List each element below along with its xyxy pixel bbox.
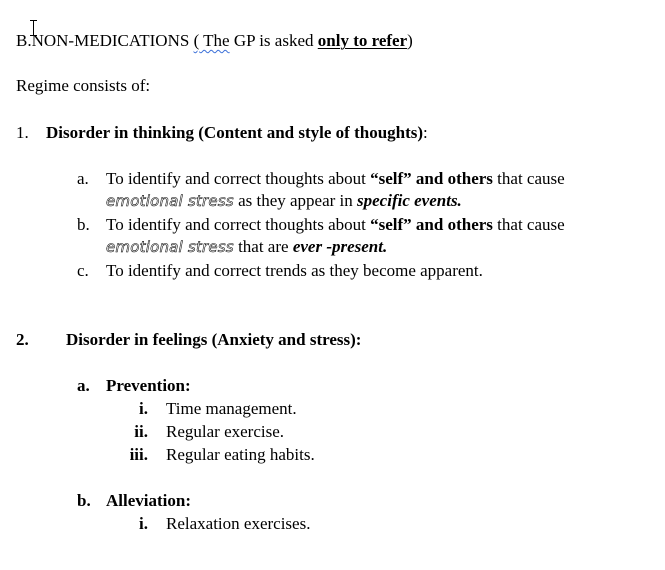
- section1-title: Disorder in thinking (Content and style of thoughts): [46, 123, 424, 142]
- paren-close: ): [407, 31, 413, 50]
- list-marker: b.: [77, 491, 91, 510]
- section1-number: 1.: [16, 123, 29, 142]
- list-marker: a.: [77, 376, 90, 395]
- roman-marker: iii.: [129, 445, 148, 464]
- list-marker: c.: [77, 261, 89, 280]
- item-text: Relaxation exercises.: [166, 514, 311, 533]
- intro-text: Regime consists of:: [16, 76, 151, 95]
- roman-marker: i.: [139, 514, 148, 533]
- outlined-text: emotional stress: [106, 192, 234, 210]
- subsection-alleviation: [77, 490, 191, 512]
- prevention-item-1: [120, 398, 297, 420]
- item-text: To identify and correct trends as they become apparent.: [106, 261, 483, 280]
- item-bold-text: “self” and others: [370, 169, 493, 188]
- outlined-text: emotional stress: [106, 238, 234, 256]
- item-bold-italic-text: ever -present.: [292, 237, 388, 256]
- section1-item-b-line1: [77, 214, 565, 236]
- paren-open: (: [193, 31, 200, 50]
- section1-item-a-line1: [77, 168, 565, 190]
- prevention-item-2: [120, 421, 284, 443]
- item-text: Time management.: [166, 399, 297, 418]
- list-marker: b.: [77, 215, 90, 234]
- section2-title: Disorder in feelings (Anxiety and stress):: [66, 330, 362, 349]
- section2-heading: [16, 329, 361, 351]
- subsection-prevention: [77, 375, 191, 397]
- section2-number: 2.: [16, 330, 29, 349]
- section1-heading: [16, 122, 428, 144]
- list-marker: a.: [77, 169, 89, 188]
- section1-item-a-line2: [106, 190, 462, 212]
- alleviation-item-1: [120, 513, 310, 535]
- heading-paren-the[interactable]: [194, 31, 230, 50]
- subsection-title: Prevention:: [106, 376, 191, 395]
- section1-item-c: [77, 260, 483, 282]
- spellcheck-word: The: [199, 31, 230, 50]
- item-text: Regular exercise.: [166, 422, 284, 441]
- item-bold-text: “self” and others: [370, 215, 493, 234]
- heading-title: NON-MEDICATIONS: [31, 31, 190, 50]
- item-text: that cause: [492, 169, 565, 188]
- heading-middle: GP is asked: [229, 31, 318, 50]
- item-text: that are: [233, 237, 293, 256]
- item-text: that cause: [492, 215, 565, 234]
- heading-emphasis: only to refer: [317, 31, 408, 50]
- item-text: To identify and correct thoughts about: [106, 169, 371, 188]
- item-text: Regular eating habits.: [166, 445, 315, 464]
- roman-marker: i.: [139, 399, 148, 418]
- item-text: as they appear in: [233, 191, 358, 210]
- section1-colon: :: [423, 123, 428, 142]
- prevention-item-3: [120, 444, 315, 466]
- heading-line: [16, 30, 413, 52]
- item-bold-italic-text: specific events.: [357, 191, 462, 210]
- heading-prefix: B.: [16, 31, 32, 50]
- subsection-title: Alleviation:: [106, 491, 191, 510]
- section1-item-b-line2: [106, 236, 387, 258]
- item-text: To identify and correct thoughts about: [106, 215, 371, 234]
- roman-marker: ii.: [134, 422, 148, 441]
